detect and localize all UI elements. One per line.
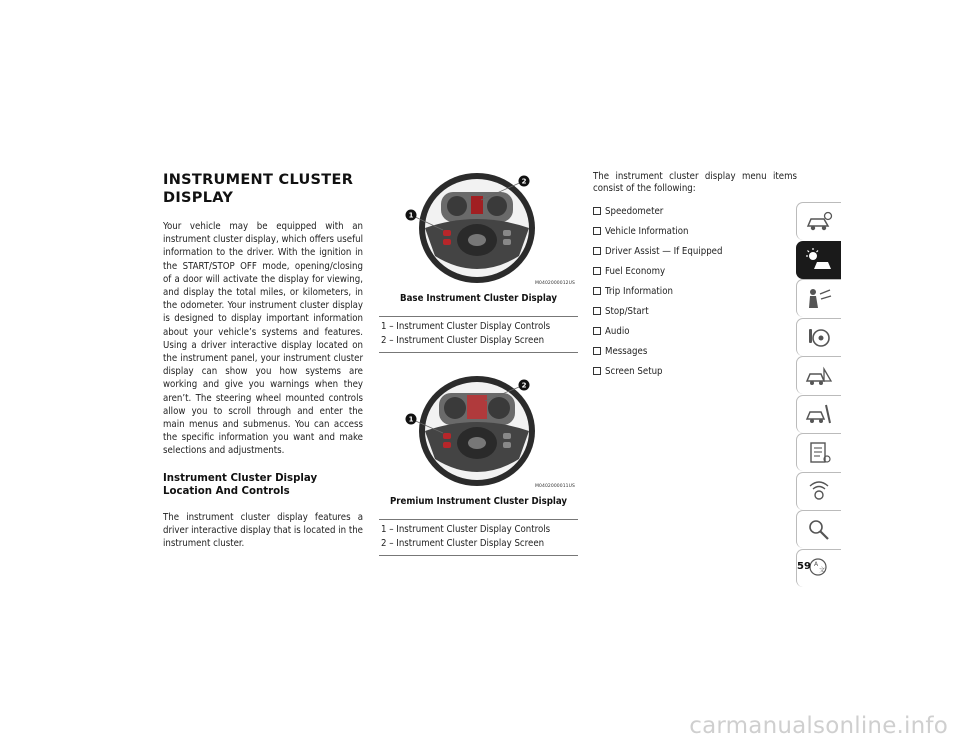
car-service-icon xyxy=(804,401,834,427)
safety-icon xyxy=(804,286,834,312)
checkbox-icon xyxy=(593,207,601,215)
legend-item: 2 – Instrument Cluster Display Screen xyxy=(381,335,545,346)
checkbox-icon xyxy=(593,267,601,275)
tab-dashboard-lights[interactable] xyxy=(796,241,841,279)
checkbox-icon xyxy=(593,227,601,235)
steering-wheel-icon xyxy=(804,324,834,350)
menu-item-label: Stop/Start xyxy=(605,305,649,317)
checkbox-icon xyxy=(593,347,601,355)
tab-specifications[interactable] xyxy=(796,433,841,471)
svg-text:文: 文 xyxy=(819,567,826,574)
tab-multimedia[interactable] xyxy=(796,472,841,510)
figure-code: M0402000011US xyxy=(535,484,575,489)
tab-safety[interactable] xyxy=(796,279,841,317)
svg-text:2: 2 xyxy=(521,381,527,390)
menu-list-item xyxy=(593,281,797,301)
menu-item-label: Messages xyxy=(605,345,648,357)
figure-code: M0402000012US xyxy=(535,281,575,286)
menu-list-item xyxy=(593,341,797,361)
watermark: carmanualsonline.info xyxy=(689,713,948,739)
dashboard-light-icon xyxy=(804,247,834,273)
figure-legend xyxy=(379,519,578,556)
tab-servicing[interactable] xyxy=(796,395,841,433)
steering-wheel-base-image xyxy=(399,170,559,286)
tab-emergencies[interactable] xyxy=(796,356,841,394)
menu-item-label: Screen Setup xyxy=(605,365,663,377)
legend-item: 1 – Instrument Cluster Display Controls xyxy=(381,524,551,535)
menu-list-item xyxy=(593,321,797,341)
figure-premium-cluster xyxy=(379,373,578,489)
menu-list-item xyxy=(593,221,797,241)
search-icon xyxy=(804,517,834,543)
menu-item-label: Trip Information xyxy=(605,285,673,297)
checkbox-icon xyxy=(593,367,601,375)
figure-base-cluster xyxy=(379,170,578,286)
figure-legend xyxy=(379,316,578,353)
checkbox-icon xyxy=(593,307,601,315)
menu-item-label: Speedometer xyxy=(605,205,664,217)
menu-list-item xyxy=(593,261,797,281)
menu-intro: The instrument cluster display menu items consist of the following: xyxy=(593,171,797,194)
menu-item-label: Fuel Economy xyxy=(605,265,666,277)
section-title: INSTRUMENT CLUSTER DISPLAY xyxy=(163,172,354,206)
menu-item-label: Audio xyxy=(605,325,630,337)
car-info-icon xyxy=(804,209,834,235)
location-paragraph: The instrument cluster display features a driver interactive display that is located in the instrument cluster. xyxy=(163,511,363,550)
chapter-tabs xyxy=(796,202,841,587)
tab-car-info[interactable] xyxy=(796,202,841,240)
menu-list-item xyxy=(593,201,797,221)
figure-caption: Base Instrument Cluster Display xyxy=(400,293,557,304)
legend-item: 2 – Instrument Cluster Display Screen xyxy=(381,538,545,549)
tab-index[interactable] xyxy=(796,510,841,548)
intro-paragraph: Your vehicle may be equipped with an instrument cluster display, which offers useful information to the driver. With the ignition in the START/STOP OFF mode, opening/closing of a door will activate the display for viewing, and display the total miles, or kilometers, in the odometer. Your instrument cluster display is designed to display important information about your vehicle’s systems and features. Using a driver interactive display located on the instrument panel, your instrument cluster display can show you how systems are working and give you warnings when they aren’t. The steering wheel mounted controls allow you to scroll through and enter the main menus and submenus. You can access the specific information you want and make selections and adjustments. xyxy=(163,221,363,457)
menu-item-label: Vehicle Information xyxy=(605,225,689,237)
checkbox-icon xyxy=(593,247,601,255)
tab-starting-operating[interactable] xyxy=(796,318,841,356)
menu-list xyxy=(593,201,797,381)
legend-item: 1 – Instrument Cluster Display Controls xyxy=(381,321,551,332)
multimedia-icon xyxy=(804,478,834,504)
checkbox-icon xyxy=(593,327,601,335)
subheading: Instrument Cluster Display Location And Controls xyxy=(163,472,318,497)
menu-list-item xyxy=(593,361,797,381)
figure-caption: Premium Instrument Cluster Display xyxy=(389,496,568,507)
page-number: 59 xyxy=(797,561,811,572)
menu-list-item xyxy=(593,301,797,321)
svg-text:1: 1 xyxy=(408,211,414,220)
svg-text:2: 2 xyxy=(521,177,527,186)
steering-wheel-premium-image xyxy=(399,373,559,489)
svg-text:A: A xyxy=(814,561,819,568)
spec-sheet-icon xyxy=(804,440,834,466)
left-column xyxy=(163,171,363,550)
figures-column xyxy=(379,170,578,556)
checkbox-icon xyxy=(593,287,601,295)
right-column xyxy=(593,171,797,381)
menu-list-item xyxy=(593,241,797,261)
svg-text:1: 1 xyxy=(408,415,414,424)
menu-item-label: Driver Assist — If Equipped xyxy=(605,245,723,257)
car-crash-icon xyxy=(804,363,834,389)
